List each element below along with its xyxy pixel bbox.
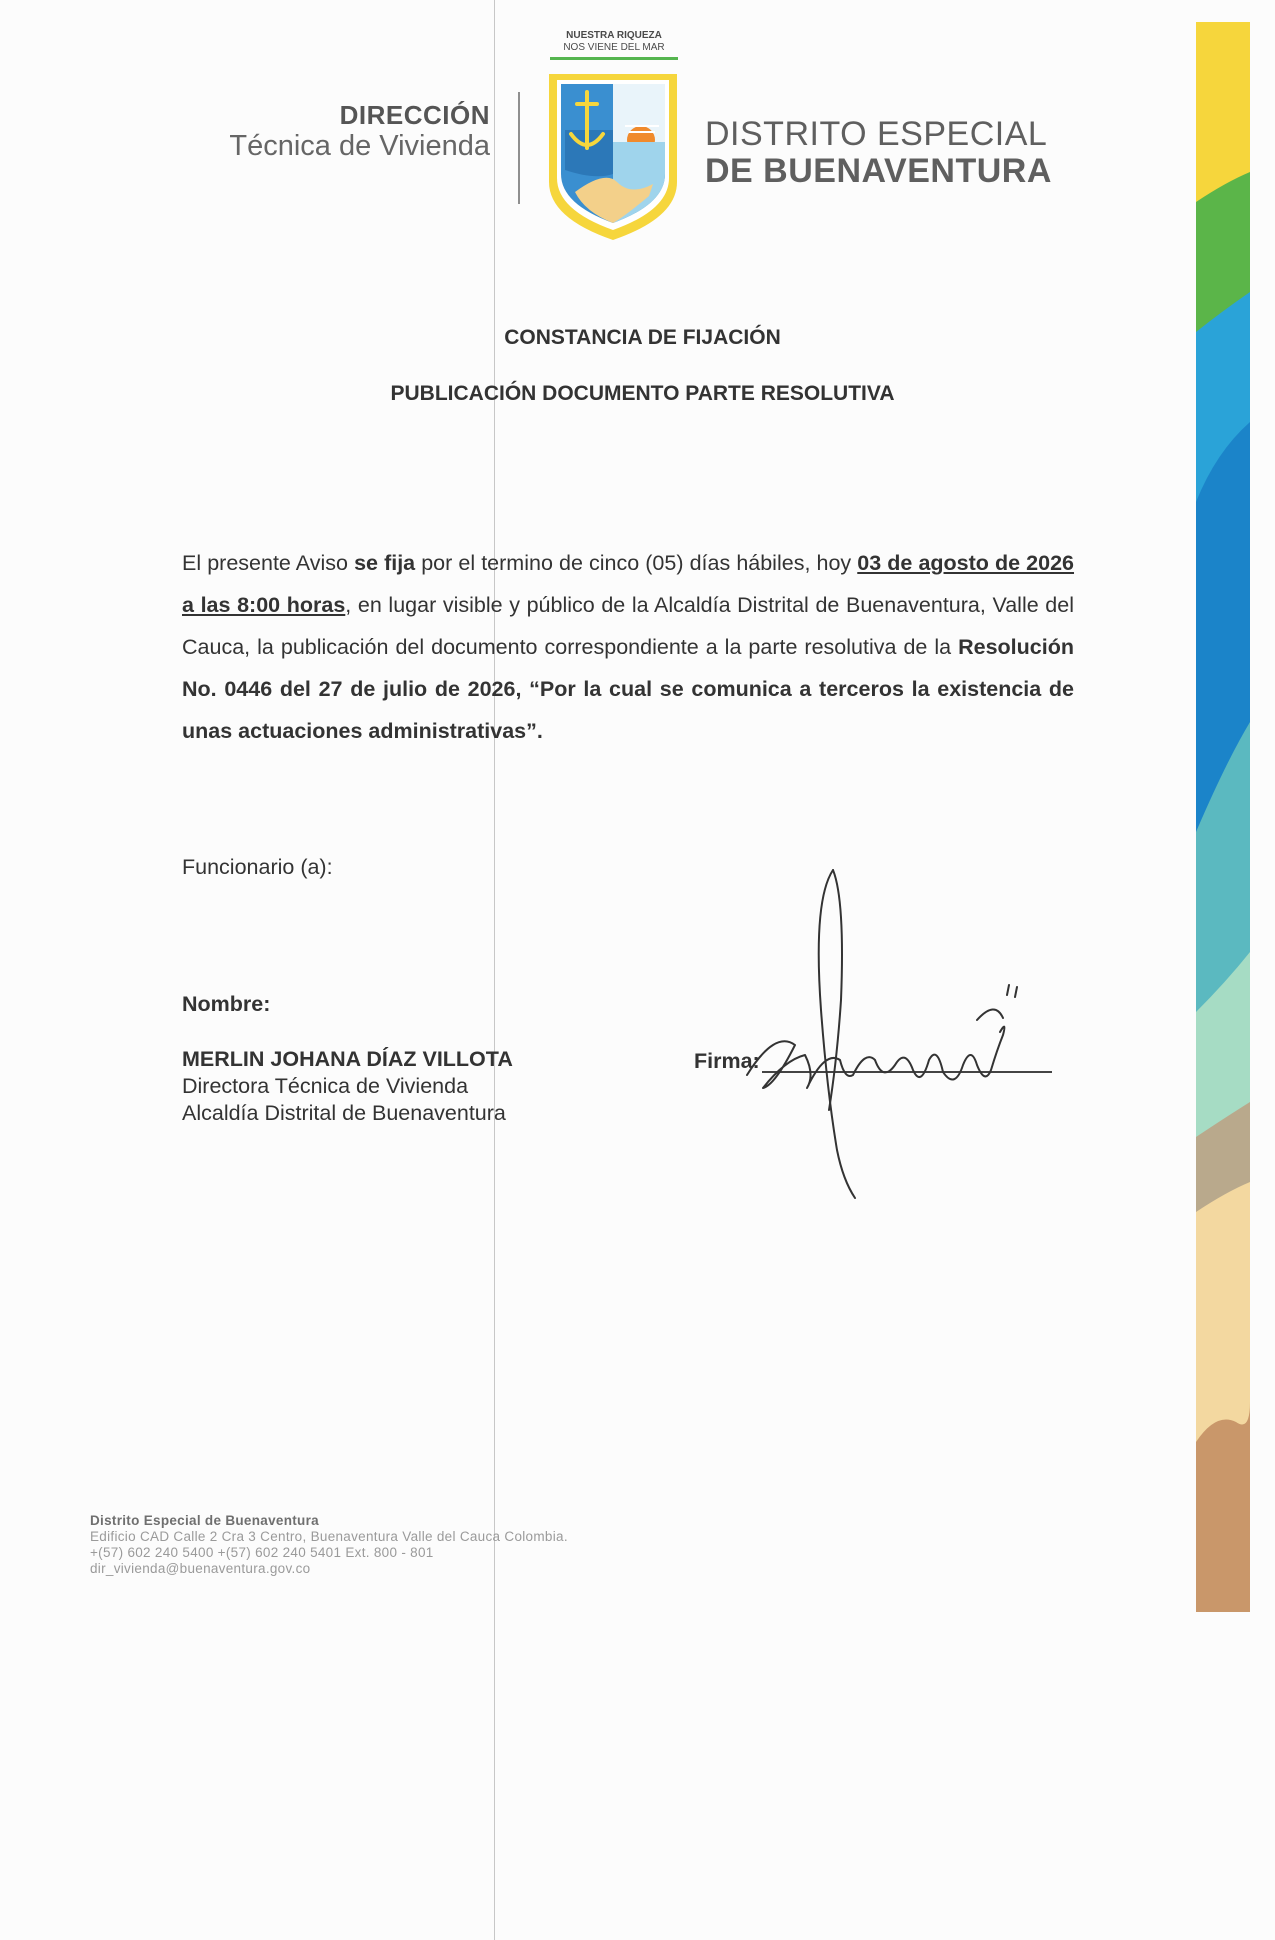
- department-name: DIRECCIÓN: [339, 100, 490, 130]
- resolution-reference: Resolución No. 0446 del 27 de julio de 2026, “Por la cual se comunica a terceros la existencia de unas actuaciones administrativas”.: [182, 635, 1074, 743]
- document-title: CONSTANCIA DE FIJACIÓN: [504, 326, 781, 349]
- notice-text-3: por el termino de cinco (05) días hábiles, hoy: [415, 551, 858, 575]
- footer-address: Edificio CAD Calle 2 Cra 3 Centro, Buenaventura Valle del Cauca Colombia.: [90, 1529, 568, 1544]
- official-label: Funcionario (a):: [182, 855, 333, 879]
- coat-of-arms-icon: [545, 70, 681, 242]
- district-name-line-2: DE BUENAVENTURA: [705, 152, 1052, 190]
- scan-fold-line: [494, 0, 495, 1940]
- notice-date: 03 de agosto de 2026 a las 8:00 horas: [182, 551, 1075, 617]
- motto-line-1: NUESTRA RIQUEZA: [566, 30, 662, 41]
- motto-underline: [550, 57, 678, 60]
- notice-text-1: El presente Aviso: [182, 551, 355, 575]
- footer-contact: [90, 1513, 568, 1577]
- signature-label: Firma:: [694, 1049, 760, 1073]
- notice-text-5: , en lugar visible y público de la Alcaldía Distrital de Buenaventura, Valle del Cauca, la publicación del documento correspondiente a la parte resolutiva de la: [182, 593, 1074, 659]
- name-label: Nombre:: [182, 992, 271, 1016]
- official-name: MERLIN JOHANA DÍAZ VILLOTA: [182, 1047, 513, 1071]
- header-divider: [518, 92, 520, 204]
- motto: [548, 30, 680, 60]
- footer-title: Distrito Especial de Buenaventura: [90, 1513, 319, 1528]
- notice-paragraph: [182, 542, 1074, 752]
- district-name-line-1: DISTRITO ESPECIAL: [705, 115, 1048, 153]
- decorative-color-band: [1196, 22, 1250, 1612]
- footer-email: dir_vivienda@buenaventura.gov.co: [90, 1561, 311, 1576]
- official-entity: Alcaldía Distrital de Buenaventura: [182, 1101, 506, 1125]
- motto-line-2: NOS VIENE DEL MAR: [563, 42, 665, 53]
- department-logo-text: [229, 100, 490, 162]
- district-logo-text: [705, 116, 1052, 190]
- notice-text-2: se fija: [354, 551, 416, 575]
- document-subtitle: PUBLICACIÓN DOCUMENTO PARTE RESOLUTIVA: [390, 382, 895, 405]
- official-signature-block: [182, 1046, 513, 1127]
- handwritten-signature: [745, 860, 1045, 1205]
- footer-phones: +(57) 602 240 5400 +(57) 602 240 5401 Ext. 800 - 801: [90, 1545, 434, 1560]
- department-subtitle: Técnica de Vivienda: [229, 130, 490, 162]
- official-title: Directora Técnica de Vivienda: [182, 1074, 469, 1098]
